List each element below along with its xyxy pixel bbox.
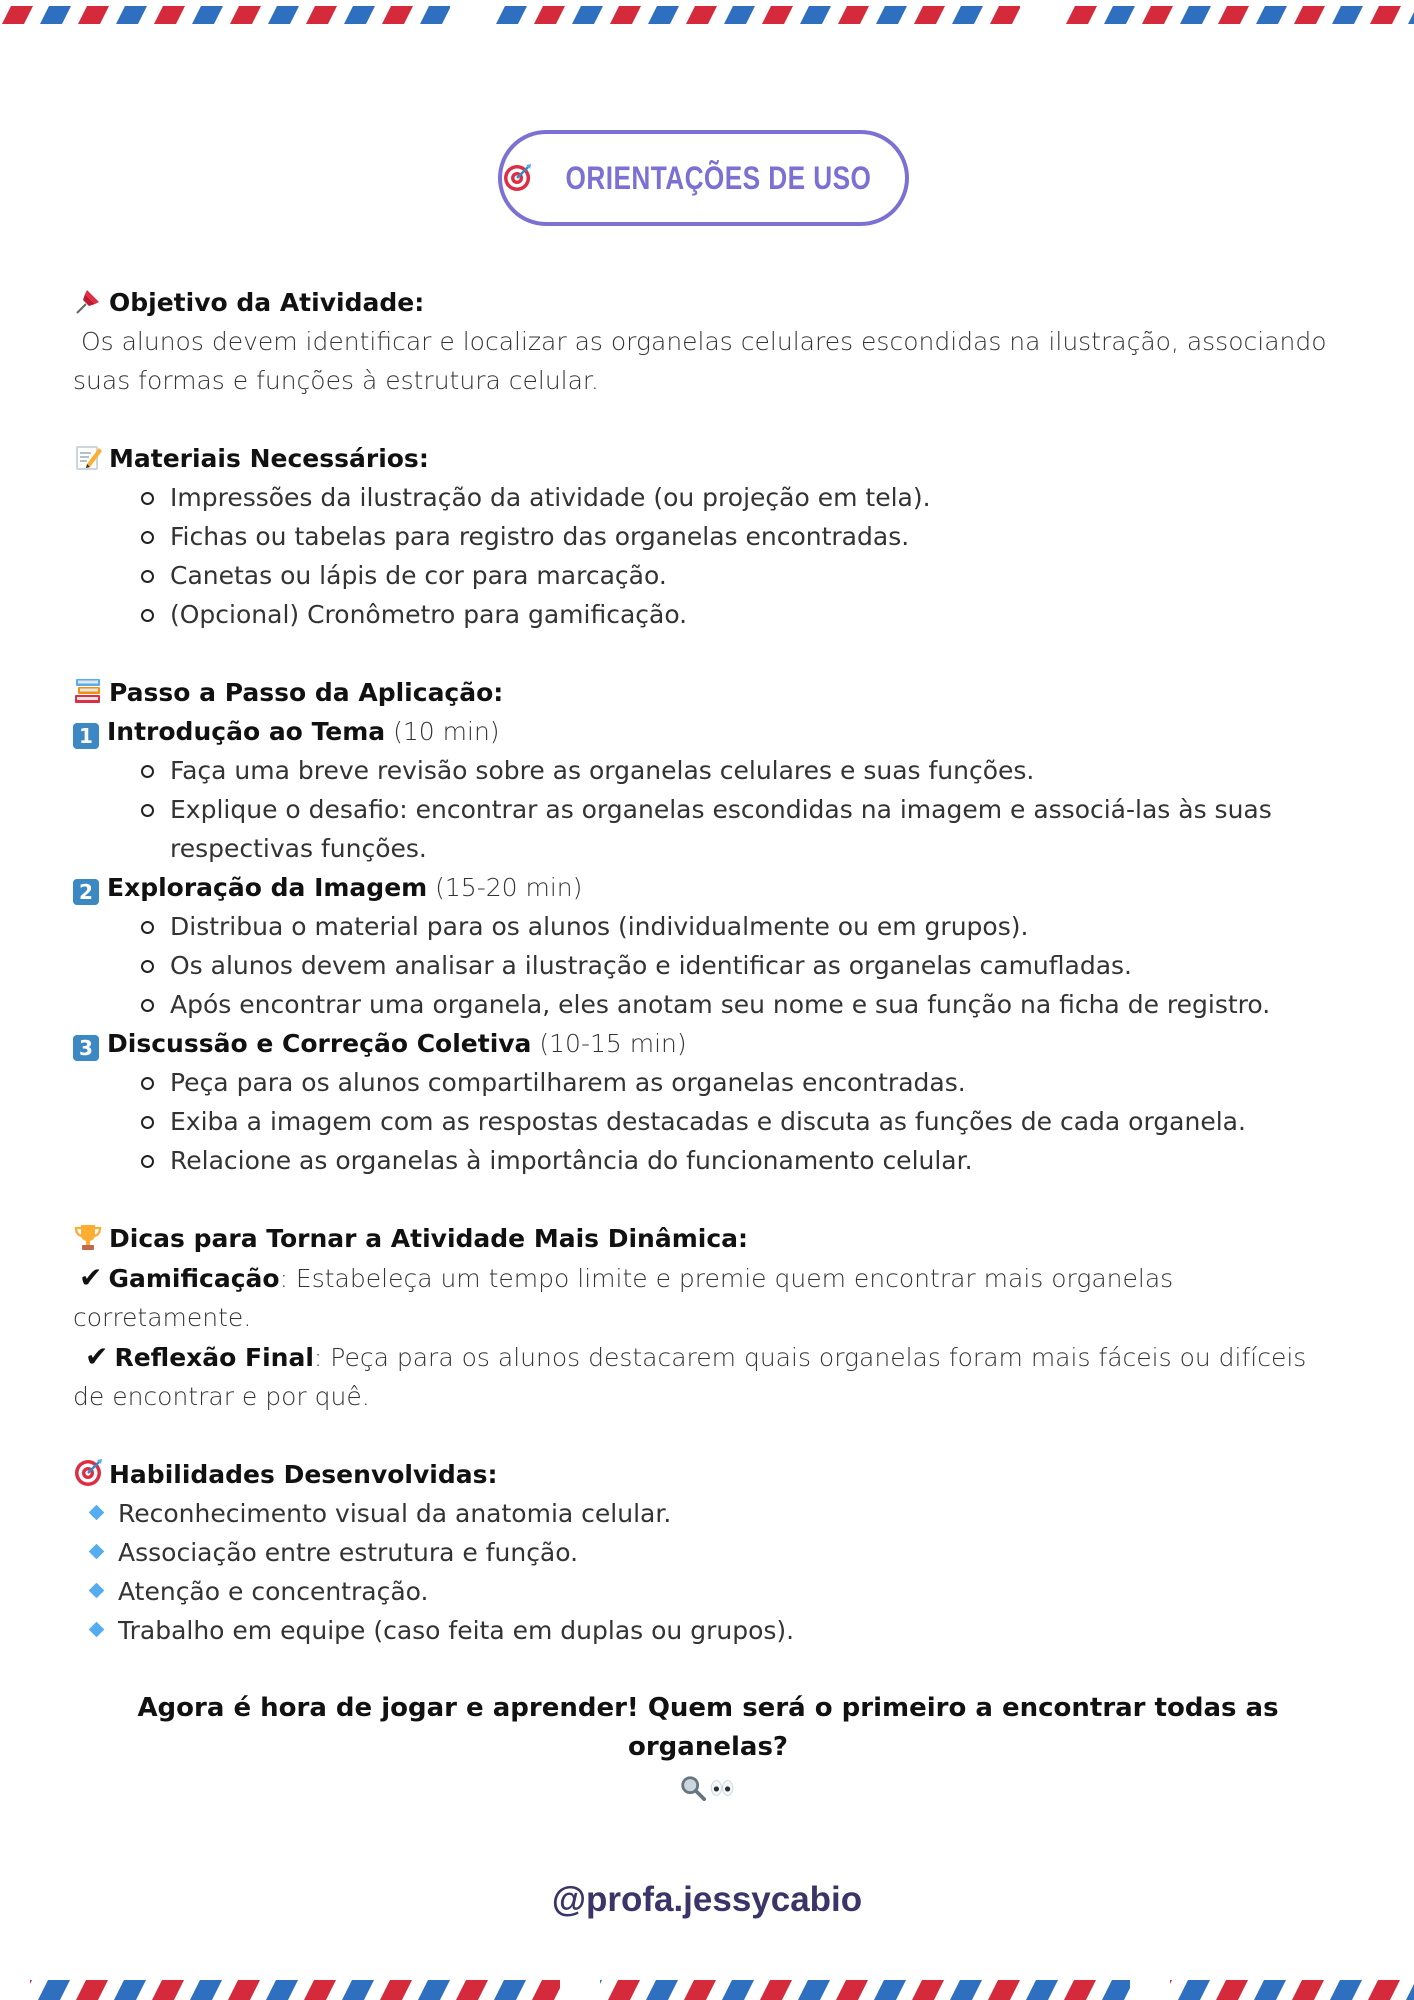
diamond-icon: [89, 1505, 105, 1521]
tip-label: Gamificação: [108, 1264, 280, 1293]
list-item: [73, 1494, 1343, 1533]
list-item: Peça para os alunos compartilharem as organelas encontradas.: [73, 1063, 1343, 1102]
list-item: Distribua o material para os alunos (individualmente ou em grupos).: [73, 907, 1343, 946]
tip-text: : Peça para os alunos destacarem quais organelas foram mais fáceis ou difíceis de encontrar e por quê.: [73, 1343, 1307, 1411]
step-duration: (10 min): [385, 717, 500, 746]
step-number-3: 3: [73, 1035, 99, 1061]
skill-text: Atenção e concentração.: [118, 1577, 429, 1606]
materials-list: [73, 478, 1343, 634]
closing-text: Agora é hora de jogar e aprender! Quem será o primeiro a encontrar todas as organelas?: [137, 1693, 1279, 1762]
skill-text: Reconhecimento visual da anatomia celular.: [118, 1499, 672, 1528]
airmail-stripe-bottom: [0, 1972, 1414, 2000]
skill-text: Associação entre estrutura e função.: [118, 1538, 579, 1567]
diamond-icon: [89, 1583, 105, 1599]
step-2-list: [73, 907, 1343, 1024]
page-title: ORIENTAÇÕES DE USO: [565, 159, 872, 196]
list-item: Relacione as organelas à importância do funcionamento celular.: [73, 1141, 1343, 1180]
tips-heading: Dicas para Tornar a Atividade Mais Dinâmica:: [109, 1224, 749, 1253]
check-icon: ✔: [85, 1340, 109, 1373]
tip-item: [73, 1337, 1343, 1416]
skill-text: Trabalho em equipe (caso feita em duplas ou grupos).: [118, 1616, 795, 1645]
steps-section: [73, 673, 1343, 1180]
list-item: Faça uma breve revisão sobre as organelas celulares e suas funções.: [73, 751, 1343, 790]
eyes-icon: [707, 1774, 737, 1802]
content: [73, 283, 1343, 1808]
target-icon: [502, 160, 532, 196]
tips-section: [73, 1219, 1343, 1416]
objective-section: [73, 283, 1343, 400]
step-3: [73, 1024, 1343, 1063]
diamond-icon: [89, 1622, 105, 1638]
step-1: [73, 712, 1343, 751]
pushpin-icon: [73, 286, 103, 316]
skills-heading: Habilidades Desenvolvidas:: [109, 1460, 498, 1489]
title-pill: [498, 130, 909, 226]
step-1-list: [73, 751, 1343, 868]
closing-message: [73, 1689, 1343, 1808]
diamond-icon: [89, 1544, 105, 1560]
materials-heading: Materiais Necessários:: [109, 444, 429, 473]
skills-section: [73, 1455, 1343, 1650]
step-duration: (10-15 min): [531, 1029, 687, 1058]
step-number-1: 1: [73, 723, 99, 749]
closing-icons: [73, 1769, 1343, 1808]
step-3-list: [73, 1063, 1343, 1180]
tip-label: Reflexão Final: [114, 1343, 314, 1372]
books-icon: [73, 676, 103, 706]
memo-icon: [73, 442, 103, 472]
list-item: Canetas ou lápis de cor para marcação.: [73, 556, 1343, 595]
step-title: Discussão e Correção Coletiva: [107, 1029, 532, 1058]
airmail-stripe-top: [0, 0, 1414, 28]
step-2: [73, 868, 1343, 907]
list-item: Fichas ou tabelas para registro das organelas encontradas.: [73, 517, 1343, 556]
step-title: Introdução ao Tema: [107, 717, 386, 746]
list-item: Explique o desafio: encontrar as organelas escondidas na imagem e associá-las às suas respectivas funções.: [73, 790, 1343, 868]
step-duration: (15-20 min): [427, 873, 583, 902]
author-handle: @profa.jessycabio: [551, 1880, 863, 1919]
list-item: Após encontrar uma organela, eles anotam seu nome e sua função na ficha de registro.: [73, 985, 1343, 1024]
trophy-icon: [73, 1222, 103, 1252]
step-number-2: 2: [73, 879, 99, 905]
step-title: Exploração da Imagem: [107, 873, 428, 902]
magnifier-icon: [679, 1774, 707, 1802]
objective-text: Os alunos devem identificar e localizar as organelas celulares escondidas na ilustração, associando suas formas e funções à estrutura celular.: [73, 327, 1335, 395]
tip-item: [73, 1258, 1343, 1337]
objective-heading: Objetivo da Atividade:: [109, 288, 425, 317]
list-item: [73, 1533, 1343, 1572]
check-icon: ✔: [79, 1261, 103, 1294]
list-item: Exiba a imagem com as respostas destacadas e discuta as funções de cada organela.: [73, 1102, 1343, 1141]
target-icon: [73, 1458, 103, 1488]
list-item: (Opcional) Cronômetro para gamificação.: [73, 595, 1343, 634]
steps-heading: Passo a Passo da Aplicação:: [109, 678, 504, 707]
list-item: Impressões da ilustração da atividade (ou projeção em tela).: [73, 478, 1343, 517]
tip-text: : Estabeleça um tempo limite e premie quem encontrar mais organelas corretamente.: [73, 1264, 1174, 1332]
list-item: Os alunos devem analisar a ilustração e identificar as organelas camufladas.: [73, 946, 1343, 985]
list-item: [73, 1572, 1343, 1611]
list-item: [73, 1611, 1343, 1650]
materials-section: [73, 439, 1343, 634]
